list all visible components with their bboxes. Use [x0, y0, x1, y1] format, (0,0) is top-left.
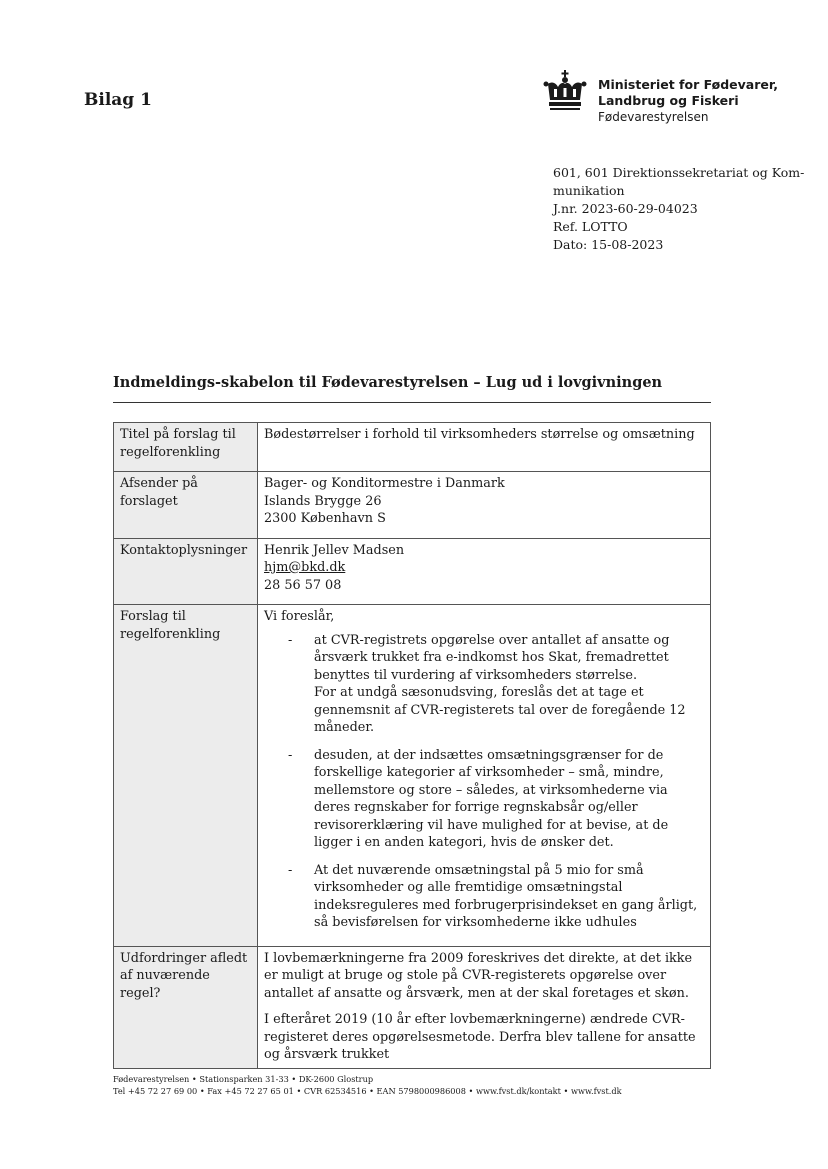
list-item	[264, 632, 704, 737]
proposal-item-2: desuden, at der indsættes omsætningsgrænser for de forskellige kategorier af virksomheder – små, mindre, mellemstore og store – således, at virksomhederne via deres regnskaber for forrige regnskabsår og/eller revisorerklæring vil have mulighed for at bevise, at de ligger i en anden kategori, hvis de ønsker det.	[314, 747, 669, 850]
ministry-name	[598, 77, 778, 125]
table-row	[114, 472, 711, 539]
sender-organisation: Bager- og Konditormestre i Danmark	[264, 476, 505, 491]
table-row	[114, 538, 711, 605]
label-proposal: Forslag til regelforenkling	[114, 605, 258, 947]
proposal-form-table	[113, 422, 711, 1069]
reference: Ref. LOTTO	[553, 219, 628, 234]
ministry-line-2: Landbrug og Fiskeri	[598, 93, 739, 108]
value-contact	[258, 538, 711, 605]
footer-address: Fødevarestyrelsen • Stationsparken 31-33 • DK-2600 Glostrup	[113, 1074, 374, 1084]
challenges-paragraph-2: I efteråret 2019 (10 år efter lovbemærkningerne) ændrede CVR-registeret deres opgørelsesmetode. Derfra blev tallene for ansatte og årsværk trukket	[264, 1012, 696, 1062]
value-challenges	[258, 946, 711, 1068]
proposal-item-1-note: For at undgå sæsonudsving, foreslås det at tage et gennemsnit af CVR-registerets tal over de foregående 12 måneder.	[314, 685, 686, 735]
crown-logo-icon	[542, 70, 588, 112]
agency-name: Fødevarestyrelsen	[598, 110, 709, 124]
table-row	[114, 605, 711, 947]
table-row	[114, 946, 711, 1068]
page-footer	[113, 1073, 622, 1097]
table-row	[114, 423, 711, 472]
date: Dato: 15-08-2023	[553, 237, 664, 252]
label-contact: Kontaktoplysninger	[114, 538, 258, 605]
document-metadata	[553, 164, 803, 254]
value-proposal	[258, 605, 711, 947]
document-title: Indmeldings-skabelon til Fødevarestyrelsen – Lug ud i lovgivningen	[113, 374, 663, 391]
department-line-1: 601, 601 Direktionssekretariat og Kom-	[553, 165, 805, 180]
proposal-intro: Vi foreslår,	[264, 609, 335, 624]
footer-contact: Tel +45 72 27 69 00 • Fax +45 72 27 65 01 • CVR 62534516 • EAN 5798000986008 • www.fvst.dk/kontakt • www.fvst.dk	[113, 1086, 622, 1096]
proposal-item-3: At det nuværende omsætningstal på 5 mio for små virksomheder og alle fremtidige omsætningstal indeksreguleres med forbrugerprisindekset en gang årligt, så bevisførelsen for virksomhederne ikke udhules	[314, 862, 698, 930]
label-sender: Afsender på forslaget	[114, 472, 258, 539]
title-divider	[113, 402, 711, 403]
contact-phone: 28 56 57 08	[264, 577, 342, 593]
dash-bullet: -	[288, 862, 293, 878]
list-item	[264, 862, 704, 932]
value-sender	[258, 472, 711, 539]
list-item	[264, 747, 704, 852]
sender-city: 2300 København S	[264, 511, 386, 526]
journal-number: J.nr. 2023-60-29-04023	[553, 201, 698, 216]
attachment-label: Bilag 1	[84, 90, 152, 110]
sender-street: Islands Brygge 26	[264, 493, 382, 509]
proposal-list	[264, 632, 704, 932]
proposal-item-1: at CVR-registrets opgørelse over antallet af ansatte og årsværk trukket fra e-indkomst hos Skat, fremadrettet benyttes til vurdering af virksomheders størrelse.	[314, 632, 670, 683]
label-proposal-title: Titel på forslag til regelforenkling	[114, 423, 258, 472]
department-line-2: munikation	[553, 183, 625, 198]
contact-name: Henrik Jellev Madsen	[264, 542, 405, 558]
value-proposal-title: Bødestørrelser i forhold til virksomheders størrelse og omsætning	[258, 423, 711, 472]
ministry-line-1: Ministeriet for Fødevarer,	[598, 77, 778, 92]
challenges-paragraph-1: I lovbemærkningerne fra 2009 foreskrives det direkte, at det ikke er muligt at bruge og stole på CVR-registerets opgørelse over antallet af ansatte og årsværk, men at der skal foretages et skøn.	[264, 950, 693, 1001]
contact-email-link[interactable]: hjm@bkd.dk	[264, 560, 346, 575]
dash-bullet: -	[288, 747, 293, 763]
dash-bullet: -	[288, 632, 293, 648]
label-challenges: Udfordringer afledt af nuværende regel?	[114, 946, 258, 1068]
